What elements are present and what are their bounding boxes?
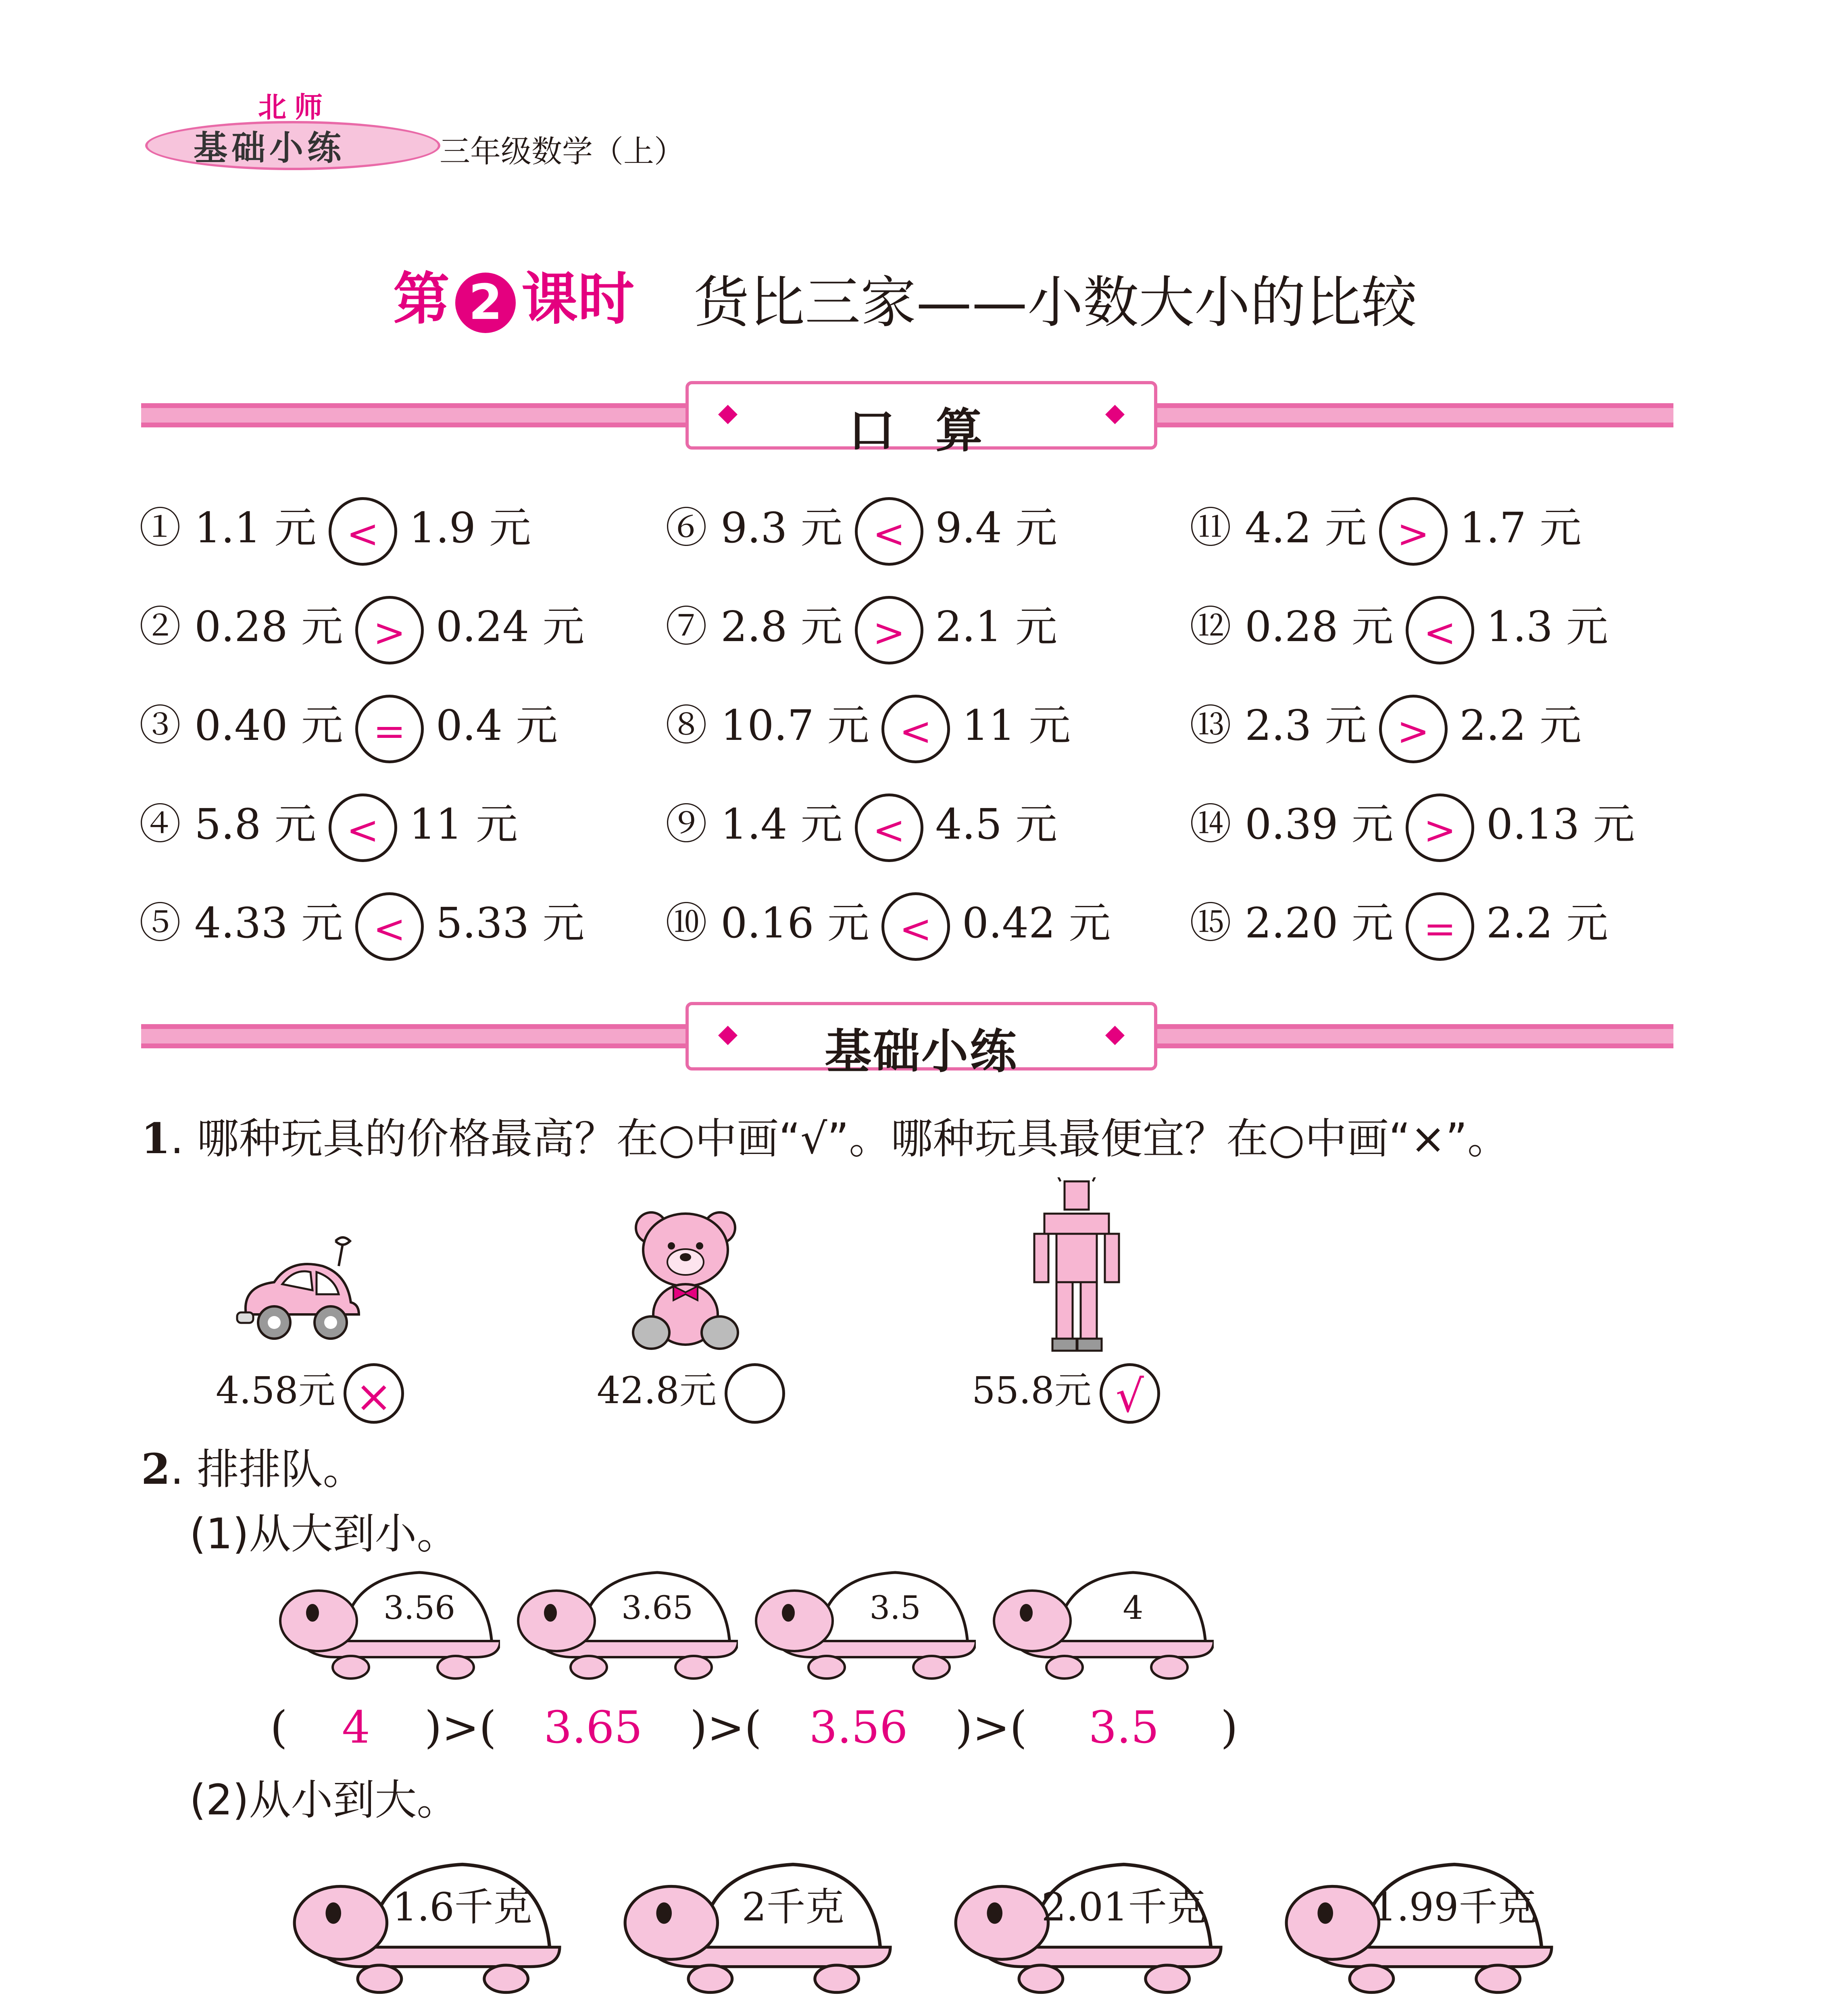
compare-circle[interactable]: < [1406, 596, 1474, 664]
compare-circle[interactable]: = [355, 695, 424, 763]
calc-item: ② 0.28 元 > 0.24 元 [139, 593, 584, 664]
brand-series: 基础小练 [194, 128, 346, 168]
question-2-part-2: (2)从小到大。 [190, 1775, 459, 1824]
compare-circle[interactable]: = [1406, 892, 1474, 961]
brand-publisher: 北师 [258, 91, 331, 124]
turtle [750, 1564, 976, 1683]
section-heading: 基础小练 [825, 1025, 1018, 1079]
order-answer-1: ( 4 )>( 3.65 )>( 3.56 )>( 3.5 ) [270, 1702, 1238, 1753]
turtle-icon [1266, 1855, 1565, 1996]
calc-item: ⑩ 0.16 元 < 0.42 元 [665, 889, 1111, 961]
calc-item: ⑧ 10.7 元 < 11 元 [665, 691, 1071, 763]
turtle [274, 1855, 573, 1997]
turtle-label: 3.5 [869, 1589, 921, 1627]
toy-price: 4.58元 × [216, 1361, 404, 1424]
calc-item: ⑪ 4.2 元 > 1.7 元 [1190, 494, 1581, 566]
compare-circle[interactable]: < [881, 695, 950, 763]
calc-item: ③ 0.40 元 = 0.4 元 [139, 691, 558, 763]
toy-price: 42.8元 [597, 1361, 785, 1424]
turtle-label: 3.65 [621, 1589, 694, 1627]
calc-item: ⑨ 1.4 元 < 4.5 元 [665, 790, 1057, 862]
compare-circle[interactable]: > [855, 596, 923, 664]
answer-circle[interactable] [725, 1363, 785, 1424]
teddy-bear-icon [629, 1206, 742, 1351]
turtle-icon [750, 1564, 976, 1681]
order-answer-2 [335, 2008, 1504, 2016]
grade-label: 三年级数学（上） [440, 133, 685, 169]
calc-item: ⑥ 9.3 元 < 9.4 元 [665, 494, 1057, 566]
turtle [274, 1564, 500, 1683]
calc-item: ⑭ 0.39 元 > 0.13 元 [1190, 790, 1635, 862]
section-banner-basic [685, 1002, 1157, 1079]
compare-circle[interactable]: > [1379, 497, 1448, 566]
compare-circle[interactable]: < [329, 497, 397, 566]
section-heading: 口 算 [848, 404, 995, 458]
calc-item: ⑦ 2.8 元 > 2.1 元 [665, 593, 1057, 664]
turtle-icon [988, 1564, 1214, 1681]
lesson-suffix: 课时 [521, 267, 635, 332]
calc-item: ⑬ 2.3 元 > 2.2 元 [1190, 691, 1581, 763]
turtle [512, 1564, 738, 1683]
compare-circle[interactable]: > [1406, 793, 1474, 862]
compare-circle[interactable]: > [355, 596, 424, 664]
compare-circle[interactable]: < [355, 892, 424, 961]
turtle-icon [605, 1855, 903, 1996]
calc-item: ⑤ 4.33 元 < 5.33 元 [139, 889, 584, 961]
answer-circle[interactable]: √ [1100, 1363, 1160, 1424]
turtle-label: 3.56 [383, 1589, 456, 1627]
compare-circle[interactable]: < [855, 793, 923, 862]
question-1: 1. 哪种玩具的价格最高？在○中画“√”。哪种玩具最便宜？在○中画“×”。 [141, 1114, 1509, 1163]
turtle-icon [274, 1855, 573, 1996]
lesson-number: 2 [455, 273, 516, 333]
lesson-title: 货比三家——小数大小的比较 [694, 270, 1417, 335]
turtle [936, 1855, 1234, 1997]
toy-price: 55.8元 √ [972, 1361, 1160, 1424]
turtle [988, 1564, 1214, 1683]
toy-car-icon [230, 1234, 375, 1355]
turtle-label: 1.99千克 [1372, 1884, 1537, 1930]
compare-circle[interactable]: < [855, 497, 923, 566]
lesson-prefix: 第 [393, 267, 450, 332]
turtle-label: 2千克 [742, 1884, 844, 1930]
compare-circle[interactable]: < [329, 793, 397, 862]
question-2-part-1: (1)从大到小。 [190, 1509, 459, 1558]
question-2: 2. 排排队。 [141, 1444, 365, 1494]
turtle-icon [936, 1855, 1234, 1996]
turtle-icon [512, 1564, 738, 1681]
robot-icon [1032, 1177, 1121, 1355]
turtle [1266, 1855, 1565, 1997]
answer-circle[interactable]: × [344, 1363, 404, 1424]
calc-item: ④ 5.8 元 < 11 元 [139, 790, 518, 862]
lesson-label [393, 254, 634, 335]
calc-item: ⑫ 0.28 元 < 1.3 元 [1190, 593, 1608, 664]
section-banner-oral [685, 381, 1157, 458]
turtle-label: 4 [1123, 1589, 1144, 1627]
turtle [605, 1855, 903, 1997]
compare-circle[interactable]: > [1379, 695, 1448, 763]
calc-item: ① 1.1 元 < 1.9 元 [139, 494, 531, 566]
turtle-label: 1.6千克 [392, 1884, 532, 1930]
compare-circle[interactable]: < [881, 892, 950, 961]
calc-item: ⑮ 2.20 元 = 2.2 元 [1190, 889, 1608, 961]
turtle-label: 2.01千克 [1041, 1884, 1206, 1930]
turtle-icon [274, 1564, 500, 1681]
